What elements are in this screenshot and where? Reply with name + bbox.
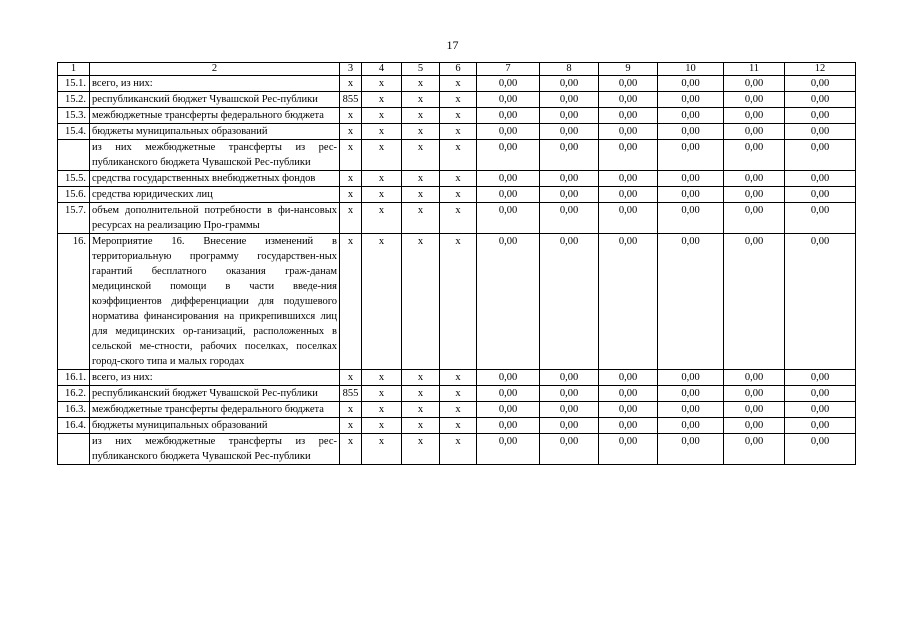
row-value: 0,00 <box>599 187 658 203</box>
row-value: 0,00 <box>785 76 856 92</box>
row-value: 0,00 <box>658 418 724 434</box>
column-header: 9 <box>599 63 658 76</box>
column-header: 12 <box>785 63 856 76</box>
row-number: 16.3. <box>58 402 90 418</box>
row-name: бюджеты муниципальных образований <box>90 418 340 434</box>
row-value: 0,00 <box>785 418 856 434</box>
row-code: x <box>340 402 362 418</box>
row-code: x <box>362 203 402 234</box>
table-row <box>58 386 856 402</box>
row-value: 0,00 <box>785 92 856 108</box>
table-row <box>58 402 856 418</box>
row-code: x <box>340 171 362 187</box>
row-name: межбюджетные трансферты федерального бюджета <box>90 402 340 418</box>
row-code: x <box>362 370 402 386</box>
row-value: 0,00 <box>658 187 724 203</box>
row-number <box>58 434 90 465</box>
row-name: всего, из них: <box>90 76 340 92</box>
row-value: 0,00 <box>724 386 785 402</box>
table-row <box>58 92 856 108</box>
column-header: 5 <box>402 63 440 76</box>
table-row <box>58 140 856 171</box>
row-code: x <box>440 76 477 92</box>
row-code: x <box>440 370 477 386</box>
row-code: x <box>362 140 402 171</box>
row-code: x <box>362 76 402 92</box>
row-value: 0,00 <box>477 234 540 370</box>
row-value: 0,00 <box>540 92 599 108</box>
row-code: x <box>340 203 362 234</box>
row-code: x <box>402 434 440 465</box>
row-code: x <box>340 370 362 386</box>
row-value: 0,00 <box>658 171 724 187</box>
row-name: средства государственных внебюджетных фондов <box>90 171 340 187</box>
row-code: x <box>402 108 440 124</box>
row-number: 16.4. <box>58 418 90 434</box>
row-value: 0,00 <box>724 402 785 418</box>
row-value: 0,00 <box>658 370 724 386</box>
row-value: 0,00 <box>658 402 724 418</box>
row-value: 0,00 <box>658 234 724 370</box>
row-value: 0,00 <box>724 187 785 203</box>
row-value: 0,00 <box>658 386 724 402</box>
budget-table <box>57 62 856 465</box>
row-value: 0,00 <box>599 76 658 92</box>
row-number: 15.4. <box>58 124 90 140</box>
row-code: x <box>362 124 402 140</box>
row-value: 0,00 <box>724 124 785 140</box>
row-value: 0,00 <box>599 234 658 370</box>
row-value: 0,00 <box>599 402 658 418</box>
column-header: 11 <box>724 63 785 76</box>
row-value: 0,00 <box>540 108 599 124</box>
row-code: x <box>440 124 477 140</box>
row-value: 0,00 <box>477 108 540 124</box>
row-value: 0,00 <box>724 203 785 234</box>
row-code: x <box>440 140 477 171</box>
row-code: x <box>340 76 362 92</box>
table-row <box>58 124 856 140</box>
row-value: 0,00 <box>724 140 785 171</box>
column-header: 2 <box>90 63 340 76</box>
table-row <box>58 434 856 465</box>
row-name: межбюджетные трансферты федерального бюджета <box>90 108 340 124</box>
row-value: 0,00 <box>599 92 658 108</box>
row-value: 0,00 <box>658 124 724 140</box>
row-value: 0,00 <box>785 370 856 386</box>
table-row <box>58 234 856 370</box>
row-value: 0,00 <box>599 434 658 465</box>
row-name: из них межбюджетные трансферты из рес-публиканского бюджета Чувашской Рес-публики <box>90 140 340 171</box>
page-number: 17 <box>446 38 459 52</box>
row-value: 0,00 <box>785 108 856 124</box>
row-value: 0,00 <box>540 234 599 370</box>
row-code: x <box>340 418 362 434</box>
row-code: x <box>440 434 477 465</box>
row-value: 0,00 <box>599 124 658 140</box>
row-code: x <box>340 434 362 465</box>
row-value: 0,00 <box>785 124 856 140</box>
row-value: 0,00 <box>540 140 599 171</box>
row-value: 0,00 <box>724 171 785 187</box>
row-number: 15.5. <box>58 171 90 187</box>
row-name: бюджеты муниципальных образований <box>90 124 340 140</box>
row-value: 0,00 <box>477 124 540 140</box>
row-value: 0,00 <box>658 108 724 124</box>
row-value: 0,00 <box>540 171 599 187</box>
row-number: 15.3. <box>58 108 90 124</box>
row-value: 0,00 <box>658 203 724 234</box>
row-value: 0,00 <box>785 171 856 187</box>
row-name: средства юридических лиц <box>90 187 340 203</box>
row-code: x <box>362 402 402 418</box>
row-code: x <box>362 434 402 465</box>
row-name: всего, из них: <box>90 370 340 386</box>
row-value: 0,00 <box>540 418 599 434</box>
row-code: x <box>362 418 402 434</box>
row-code: x <box>362 187 402 203</box>
row-code: x <box>402 402 440 418</box>
row-number: 15.7. <box>58 203 90 234</box>
row-name: Мероприятие 16. Внесение изменений в территориальную программу государствен-ных гарантий бесплатного оказания граж-данам медицинской помощи в части введе-ния коэффициентов дифференциации для подушевого норматива финансирования на прикрепившихся лиц для медицинских ор-ганизаций, расположенных в сельской ме-стности, рабочих поселках, поселках город-ского типа и малых городах <box>90 234 340 370</box>
row-code: x <box>402 76 440 92</box>
header-row <box>58 63 856 76</box>
row-value: 0,00 <box>724 92 785 108</box>
row-name: республиканский бюджет Чувашской Рес-публики <box>90 386 340 402</box>
row-value: 0,00 <box>477 92 540 108</box>
row-value: 0,00 <box>477 434 540 465</box>
column-header: 10 <box>658 63 724 76</box>
row-value: 0,00 <box>724 76 785 92</box>
row-number: 15.2. <box>58 92 90 108</box>
column-header: 8 <box>540 63 599 76</box>
row-value: 0,00 <box>477 76 540 92</box>
row-value: 0,00 <box>785 187 856 203</box>
row-code: x <box>402 386 440 402</box>
table-row <box>58 187 856 203</box>
row-value: 0,00 <box>785 234 856 370</box>
row-code: x <box>440 234 477 370</box>
row-code: x <box>340 234 362 370</box>
row-value: 0,00 <box>540 370 599 386</box>
row-value: 0,00 <box>599 203 658 234</box>
row-value: 0,00 <box>599 418 658 434</box>
row-code: x <box>440 386 477 402</box>
row-code: 855 <box>340 92 362 108</box>
row-code: x <box>402 140 440 171</box>
row-code: x <box>440 92 477 108</box>
row-code: x <box>402 171 440 187</box>
row-value: 0,00 <box>540 124 599 140</box>
row-value: 0,00 <box>724 370 785 386</box>
row-value: 0,00 <box>785 402 856 418</box>
row-value: 0,00 <box>599 140 658 171</box>
row-number <box>58 140 90 171</box>
row-code: x <box>402 124 440 140</box>
row-code: x <box>340 108 362 124</box>
row-value: 0,00 <box>724 418 785 434</box>
row-code: x <box>440 203 477 234</box>
row-value: 0,00 <box>477 370 540 386</box>
row-code: x <box>402 92 440 108</box>
row-value: 0,00 <box>540 187 599 203</box>
table-row <box>58 108 856 124</box>
row-code: x <box>440 108 477 124</box>
row-value: 0,00 <box>599 370 658 386</box>
column-header: 4 <box>362 63 402 76</box>
row-name: объем дополнительной потребности в фи-нансовых ресурсах на реализацию Про-граммы <box>90 203 340 234</box>
column-header: 3 <box>340 63 362 76</box>
row-value: 0,00 <box>658 140 724 171</box>
row-code: x <box>362 386 402 402</box>
row-code: x <box>440 402 477 418</box>
row-code: x <box>340 124 362 140</box>
row-code: x <box>402 203 440 234</box>
row-number: 16. <box>58 234 90 370</box>
column-header: 6 <box>440 63 477 76</box>
row-code: x <box>362 108 402 124</box>
row-value: 0,00 <box>540 402 599 418</box>
row-code: x <box>362 92 402 108</box>
row-value: 0,00 <box>477 203 540 234</box>
row-code: 855 <box>340 386 362 402</box>
row-value: 0,00 <box>658 434 724 465</box>
row-value: 0,00 <box>724 108 785 124</box>
row-value: 0,00 <box>599 386 658 402</box>
table-body <box>58 76 856 465</box>
row-value: 0,00 <box>658 76 724 92</box>
row-value: 0,00 <box>785 203 856 234</box>
row-code: x <box>402 234 440 370</box>
row-number: 15.1. <box>58 76 90 92</box>
row-value: 0,00 <box>658 92 724 108</box>
table-row <box>58 418 856 434</box>
row-value: 0,00 <box>540 76 599 92</box>
row-code: x <box>340 187 362 203</box>
row-number: 15.6. <box>58 187 90 203</box>
row-code: x <box>402 370 440 386</box>
row-code: x <box>440 187 477 203</box>
row-value: 0,00 <box>477 187 540 203</box>
row-value: 0,00 <box>599 171 658 187</box>
row-value: 0,00 <box>724 234 785 370</box>
column-header: 1 <box>58 63 90 76</box>
row-value: 0,00 <box>724 434 785 465</box>
row-value: 0,00 <box>785 434 856 465</box>
table-row <box>58 370 856 386</box>
row-code: x <box>362 234 402 370</box>
row-value: 0,00 <box>540 386 599 402</box>
row-code: x <box>440 418 477 434</box>
table-row <box>58 171 856 187</box>
row-value: 0,00 <box>477 140 540 171</box>
row-code: x <box>440 171 477 187</box>
row-value: 0,00 <box>477 418 540 434</box>
row-name: из них межбюджетные трансферты из рес-публиканского бюджета Чувашской Рес-публики <box>90 434 340 465</box>
row-number: 16.2. <box>58 386 90 402</box>
row-name: республиканский бюджет Чувашской Рес-публики <box>90 92 340 108</box>
row-code: x <box>340 140 362 171</box>
row-code: x <box>362 171 402 187</box>
row-code: x <box>402 187 440 203</box>
row-value: 0,00 <box>477 402 540 418</box>
row-number: 16.1. <box>58 370 90 386</box>
row-code: x <box>402 418 440 434</box>
row-value: 0,00 <box>785 140 856 171</box>
row-value: 0,00 <box>599 108 658 124</box>
row-value: 0,00 <box>540 434 599 465</box>
table-row <box>58 76 856 92</box>
table-row <box>58 203 856 234</box>
row-value: 0,00 <box>477 171 540 187</box>
row-value: 0,00 <box>540 203 599 234</box>
row-value: 0,00 <box>785 386 856 402</box>
row-value: 0,00 <box>477 386 540 402</box>
column-header: 7 <box>477 63 540 76</box>
